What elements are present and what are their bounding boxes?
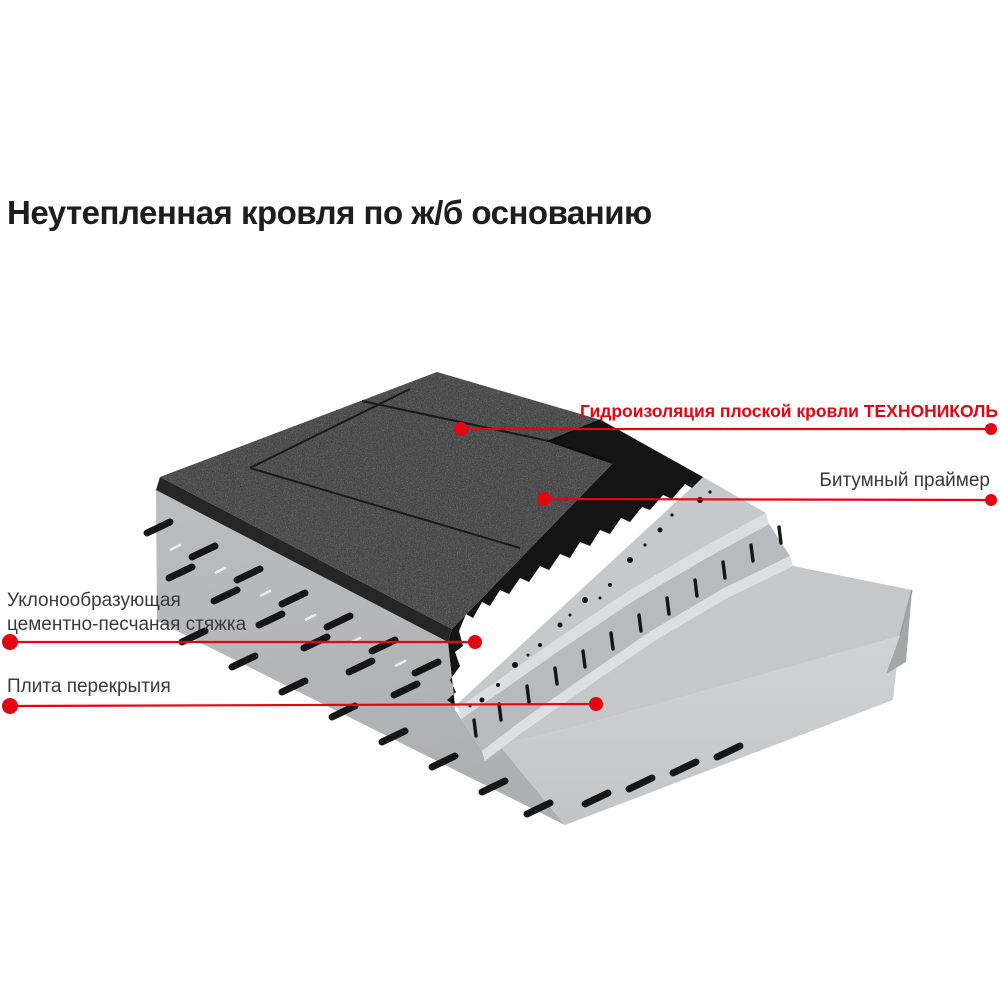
callout-screed-line2: цементно-песчаная стяжка <box>7 614 247 635</box>
callout-screed <box>7 589 246 637</box>
callout-bitumen-primer: Битумный праймер <box>819 470 990 491</box>
page-title: Неутепленная кровля по ж/б основанию <box>7 194 652 231</box>
callout-screed-line1: Уклонообразующая <box>7 590 181 611</box>
callout-waterproofing: Гидроизоляция плоской кровли ТЕХНОНИКОЛЬ <box>579 401 998 421</box>
callout-floor-slab: Плита перекрытия <box>7 676 171 697</box>
